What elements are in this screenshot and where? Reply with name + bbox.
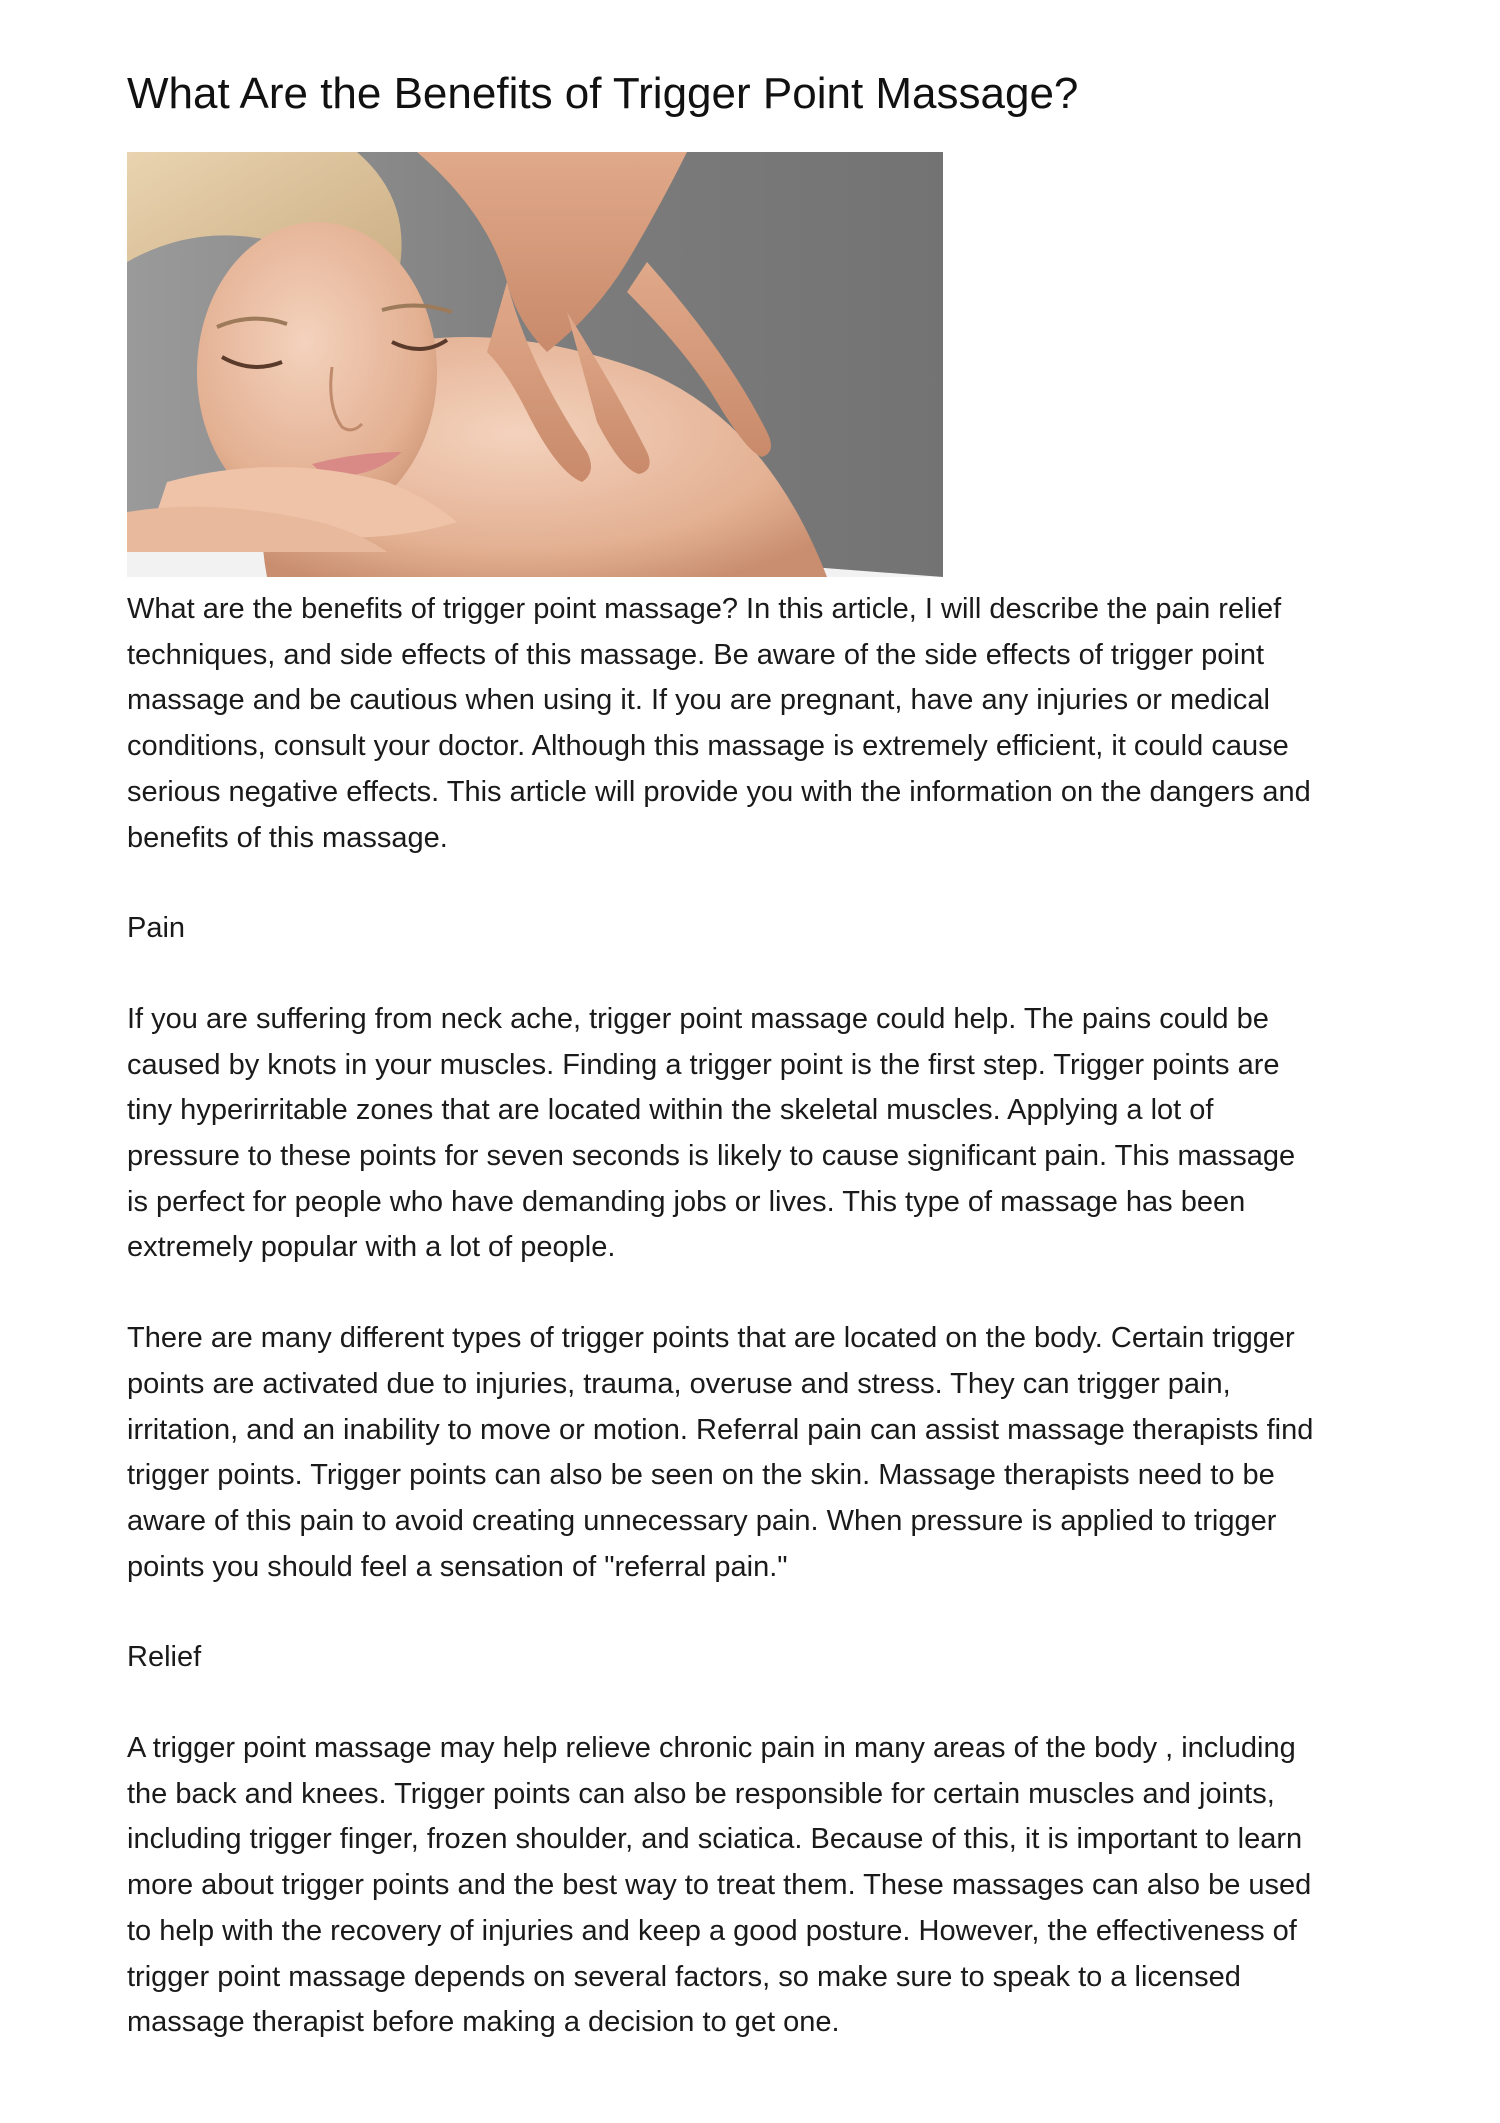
text-line: serious negative effects. This article will provide you with the information on the dangers and (127, 775, 1311, 808)
pain-paragraph-1 (127, 997, 1387, 1271)
text-line: pressure to these points for seven seconds is likely to cause significant pain. This massage (127, 1140, 1296, 1173)
text-line: extremely popular with a lot of people. (127, 1231, 616, 1264)
text-line: techniques, and side effects of this massage. Be aware of the side effects of trigger point (127, 638, 1265, 671)
section-heading-relief: Relief (127, 1641, 202, 1674)
text-line: to help with the recovery of injuries and keep a good posture. However, the effectiveness of (127, 1914, 1297, 1947)
text-line: What are the benefits of trigger point massage? In this article, I will describe the pain relief (127, 593, 1282, 625)
text-line: tiny hyperirritable zones that are located within the skeletal muscles. Applying a lot of (127, 1094, 1214, 1127)
text-line: conditions, consult your doctor. Although this massage is extremely efficient, it could cause (127, 730, 1289, 763)
relief-paragraph-1 (127, 1726, 1387, 2046)
text-line: including trigger finger, frozen shoulder, and sciatica. Because of this, it is important to learn (127, 1823, 1303, 1856)
text-line: If you are suffering from neck ache, trigger point massage could help. The pains could be (127, 1002, 1269, 1035)
text-line: benefits of this massage. (127, 821, 448, 854)
text-line: massage therapist before making a decision to get one. (127, 2006, 840, 2039)
text-line: There are many different types of trigger points that are located on the body. Certain trigger (127, 1322, 1295, 1355)
text-line: trigger point massage depends on several factors, so make sure to speak to a licensed (127, 1960, 1241, 1993)
text-line: the back and knees. Trigger points can also be responsible for certain muscles and joints, (127, 1777, 1275, 1810)
text-line: points are activated due to injuries, trauma, overuse and stress. They can trigger pain, (127, 1367, 1231, 1400)
text-line: is perfect for people who have demanding jobs or lives. This type of massage has been (127, 1185, 1246, 1218)
text-line: more about trigger points and the best way to treat them. These massages can also be used (127, 1869, 1312, 1902)
massage-photo (127, 152, 943, 577)
text-line: caused by knots in your muscles. Finding a trigger point is the first step. Trigger points are (127, 1048, 1280, 1081)
section-heading-pain: Pain (127, 912, 186, 945)
text-line: points you should feel a sensation of "referral pain." (127, 1550, 788, 1583)
text-line: irritation, and an inability to move or motion. Referral pain can assist massage therapists find (127, 1413, 1314, 1446)
article-body (127, 587, 1387, 2091)
page-title: What Are the Benefits of Trigger Point Massage? (127, 69, 1079, 118)
text-line: aware of this pain to avoid creating unnecessary pain. When pressure is applied to trigger (127, 1504, 1277, 1537)
text-line: trigger points. Trigger points can also be seen on the skin. Massage therapists need to be (127, 1459, 1275, 1492)
pain-paragraph-2 (127, 1316, 1387, 1590)
intro-paragraph (127, 587, 1387, 861)
text-line: massage and be cautious when using it. If you are pregnant, have any injuries or medical (127, 684, 1270, 717)
text-line: A trigger point massage may help relieve chronic pain in many areas of the body , including (127, 1732, 1296, 1765)
